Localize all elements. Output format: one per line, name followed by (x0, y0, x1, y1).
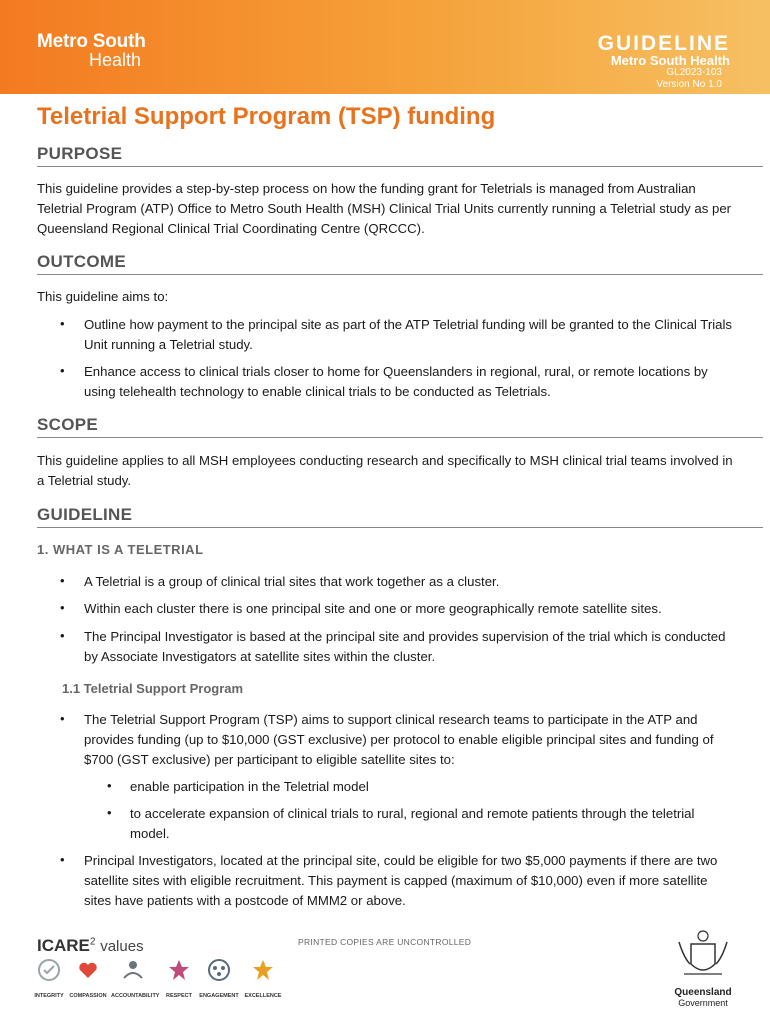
section11-sub-bullet: to accelerate expansion of clinical trials to rural, regional and remote patients through the teletrial model. (130, 806, 695, 841)
document-code-block (656, 67, 722, 91)
logo-line1: Metro South (37, 31, 146, 52)
section11-bullet: The Teletrial Support Program (TSP) aims to support clinical research teams to participate in the ATP and provides funding (up to $10,000 (GST exclusive) per protocol to enable eligible principal sites and funding of $700 (GST exclusive) per participant to eligible satellite sites to: (84, 712, 714, 767)
uncontrolled-copy-notice: PRINTED COPIES ARE UNCONTROLLED (298, 937, 472, 947)
sub-bullet-icon: • (107, 778, 112, 793)
value-respect (157, 958, 201, 999)
health-service-name: Metro South Health (610, 53, 730, 68)
value-label: COMPASSION (69, 993, 107, 999)
section1-heading: 1. WHAT IS A TELETRIAL (37, 542, 204, 557)
header-banner (0, 0, 770, 94)
section1-bullet: The Principal Investigator is based at the principal site and provides supervision of the trial which is conducted by Associate Investigators at satellite sites within the cluster. (84, 629, 726, 664)
value-label: ACCOUNTABILITY (111, 993, 160, 999)
value-engagement (197, 958, 241, 999)
bullet-icon: • (60, 852, 65, 867)
value-integrity (27, 958, 71, 999)
value-label: RESPECT (166, 993, 192, 999)
respect-icon (167, 958, 191, 982)
compassion-icon (76, 958, 100, 982)
outcome-bullet: Outline how payment to the principal site as part of the ATP Teletrial funding will be granted to the Clinical Trials Unit running a Teletrial study. (84, 317, 732, 352)
coat-of-arms-icon (674, 928, 732, 982)
version-number: Version No 1.0 (656, 79, 722, 90)
qld-line1: Queensland (674, 987, 732, 998)
bullet-icon: • (60, 363, 65, 378)
values-superscript: 2 (89, 936, 96, 948)
outcome-intro: This guideline aims to: (37, 289, 169, 304)
integrity-icon (37, 958, 61, 982)
values-word: values (100, 938, 144, 955)
queensland-government-logo (672, 928, 734, 1008)
value-label: INTEGRITY (34, 993, 64, 999)
value-excellence (241, 958, 285, 999)
page-title: Teletrial Support Program (TSP) funding (37, 103, 496, 130)
logo-line2: Health (89, 50, 142, 70)
value-accountability (111, 958, 160, 999)
bullet-icon: • (60, 600, 65, 615)
scope-text: This guideline applies to all MSH employees conducting research and specifically to MSH clinical trial teams involved in a Teletrial study. (37, 453, 733, 488)
engagement-icon (207, 958, 231, 982)
section11-bullet: Principal Investigators, located at the principal site, could be eligible for two $5,000 payments if there are two satellite sites with eligible recruitment. This payment is capped (maximum of $10,000) even if more satellite sites have patients with a postcode of MMM2 or above. (84, 853, 718, 908)
outcome-heading: OUTCOME (37, 252, 763, 275)
icare-values-logo (37, 936, 144, 956)
value-label: EXCELLENCE (244, 993, 282, 999)
bullet-icon: • (60, 573, 65, 588)
purpose-text: This guideline provides a step-by-step process on how the funding grant for Teletrials is managed from Australian Teletrial Program (ATP) Office to Metro South Health (MSH) Clinical Trial Units currently running a Teletrial study as per Queensland Regional Clinical Trial Coordinating Centre (QRCCC). (37, 181, 732, 236)
bullet-icon: • (60, 711, 65, 726)
section1-bullet: Within each cluster there is one principal site and one or more geographically remote satellite sites. (84, 601, 662, 616)
section1-bullet: A Teletrial is a group of clinical trial sites that work together as a cluster. (84, 574, 500, 589)
document-code: GL2023-103 (666, 67, 722, 78)
sub-bullet-icon: • (107, 805, 112, 820)
outcome-bullet: Enhance access to clinical trials closer to home for Queenslanders in regional, rural, or remote locations by using telehealth technology to enable clinical trials to be conducted as Teletrials. (84, 364, 708, 399)
qld-line2: Government (678, 998, 728, 1008)
metro-south-health-logo (37, 32, 146, 70)
accountability-icon (121, 958, 145, 982)
purpose-heading: PURPOSE (37, 144, 763, 167)
values-title: ICARE (37, 936, 90, 955)
document-type: GUIDELINE (597, 32, 730, 55)
bullet-icon: • (60, 628, 65, 643)
guideline-heading: GUIDELINE (37, 505, 763, 528)
excellence-icon (251, 958, 275, 982)
bullet-icon: • (60, 316, 65, 331)
value-label: ENGAGEMENT (199, 993, 239, 999)
value-compassion (66, 958, 110, 999)
section11-sub-bullet: enable participation in the Teletrial model (130, 779, 369, 794)
section11-heading: 1.1 Teletrial Support Program (62, 681, 244, 696)
scope-heading: SCOPE (37, 415, 763, 438)
